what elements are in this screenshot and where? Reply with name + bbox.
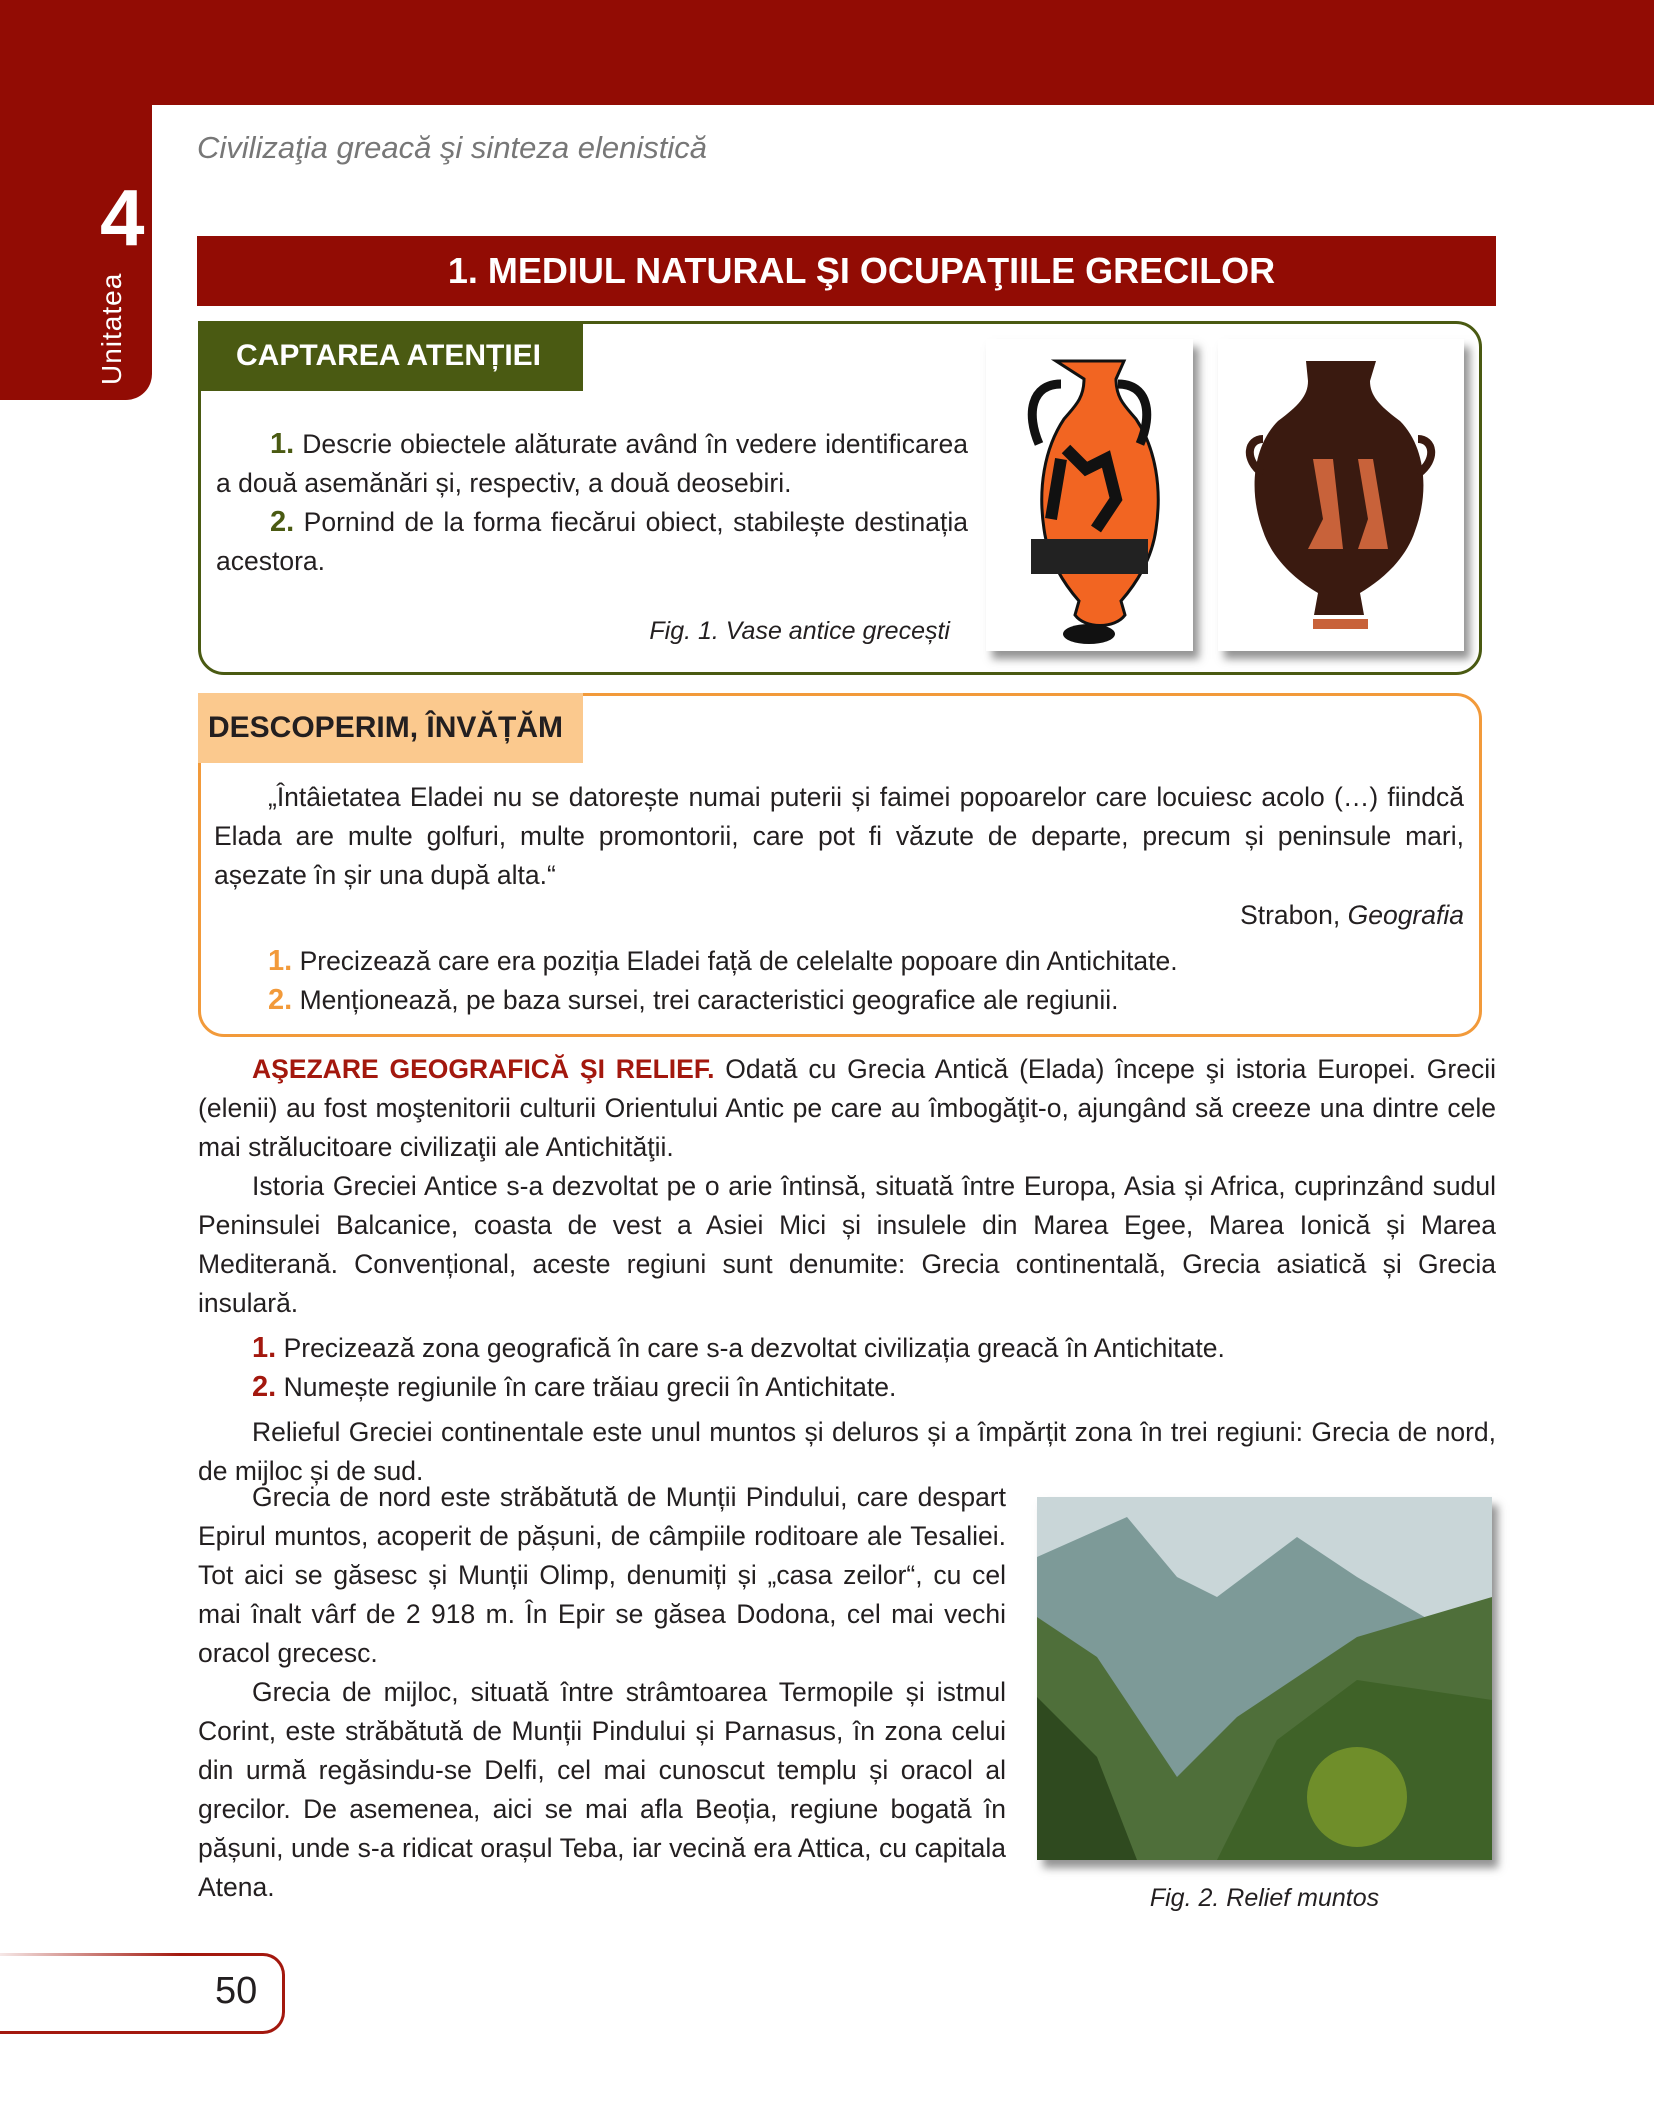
lesson-title: 1. MEDIUL NATURAL ŞI OCUPAŢIILE GRECILOR [197,236,1496,306]
paragraph-text: Odată cu Grecia Antică (Elada) începe şi istoria Europei. Grecii (elenii) au fost moştenitorii culturii Orientului Antic pe care au îmbogăţit-o, ajungând să creeze una dintre cele mai strălucitoare civilizaţii ale Antichităţii. [198,1054,1496,1162]
amphora-image [986,339,1193,651]
paragraph: Relieful Greciei continentale este unul muntos și deluros și a împărțit zona în trei regiuni: Grecia de nord, de mijloc și de sud. [198,1417,1496,1486]
task-text: Precizează zona geografică în care s-a dezvoltat civilizația greacă în Antichitate. [283,1333,1225,1363]
source-quote: „Întâietatea Eladei nu se datorește numai puterii și faimei popoarelor care locuiesc acolo (…) fiindcă Elada are multe golfuri, multe promontorii, care pot fi văzute de departe, precum și peninsule mari, așezate în șir una după alta.“ [214,782,1464,890]
paragraph: Istoria Greciei Antice s-a dezvoltat pe o arie întinsă, situată între Europa, Asia și Africa, cuprinzând sudul Peninsulei Balcanice, coasta de vest a Asiei Mici și insulele din Marea Egee, Marea Ionică și Marea Mediterană. Convențional, aceste regiuni sunt denumite: Grecia continentală, Grecia asiatică și Grecia insulară. [198,1171,1496,1318]
source-author: Strabon, [1240,900,1348,930]
question-item [216,425,968,503]
top-band [152,0,1654,105]
task-number: 2. [252,1371,277,1403]
running-title: Civilizaţia greacă şi sinteza elenistică [197,130,708,165]
captarea-heading: CAPTAREA ATENȚIEI [198,321,583,391]
figure-1-caption: Fig. 1. Vase antice grecești [649,617,950,645]
question-text: Pornind de la forma fiecărui obiect, stabilește destinația acestora. [216,507,968,576]
task-text: Numește regiunile în care trăiau grecii în Antichitate. [283,1372,897,1402]
task-number: 1. [268,945,293,977]
figure-2-caption: Fig. 2. Relief muntos [1149,1884,1380,1912]
paragraph [198,1050,1496,1167]
body-text [198,1050,1496,1491]
hydria-image [1218,339,1464,651]
task-number: 1. [252,1332,277,1364]
task-item [198,1368,1496,1407]
descoperim-heading: DESCOPERIM, ÎNVĂȚĂM [198,693,583,763]
paragraph: Grecia de mijloc, situată între strâmtoarea Termopile și istmul Corint, este străbătută de Munții Pindului și Parnasus, în zona celui din urmă regăsindu-se Delfi, cel mai cunoscut templu și oracol al grecilor. De asemenea, aici se mai afla Beoția, regiune bogată în pășuni, unde s-a ridicat orașul Teba, iar vecină era Attica, cu capitala Atena. [198,1677,1006,1902]
question-item [216,503,968,581]
task-text: Precizează care era poziția Eladei față de celelalte popoare din Antichitate. [299,946,1178,976]
paragraph: Grecia de nord este străbătută de Munții Pindului, care despart Epirul muntos, acoperit de pășuni, de câmpiile roditoare ale Tesaliei. Tot aici se găsesc și Munții Olimp, denumiți și „casa zeilor“, cu cel mai înalt vârf de 2 918 m. În Epir se găsea Dodona, cel mai vechi oracol grecesc. [198,1482,1006,1668]
task-number: 2. [268,984,293,1016]
task-item [268,942,1468,981]
captarea-questions [216,425,968,581]
task-item [198,1329,1496,1368]
section-label: AŞEZARE GEOGRAFICĂ ŞI RELIEF. [252,1054,715,1084]
body-column [198,1478,1006,1907]
unit-label: Unitatea [96,272,127,385]
task-text: Menționează, pe baza sursei, trei caracteristici geografice ale regiunii. [299,985,1119,1015]
descoperim-tasks [268,942,1468,1020]
page-number: 50 [215,1970,258,2012]
task-item [268,981,1468,1020]
source-work: Geografia [1347,900,1464,930]
quote-source [214,896,1464,935]
question-number: 1. [270,428,295,460]
unit-number: 4 [100,173,145,262]
question-text: Descrie obiectele alăturate având în vedere identificarea a două asemănări și, respectiv, a două deosebiri. [216,429,968,498]
question-number: 2. [270,506,295,538]
mountain-relief-image [1037,1497,1492,1860]
